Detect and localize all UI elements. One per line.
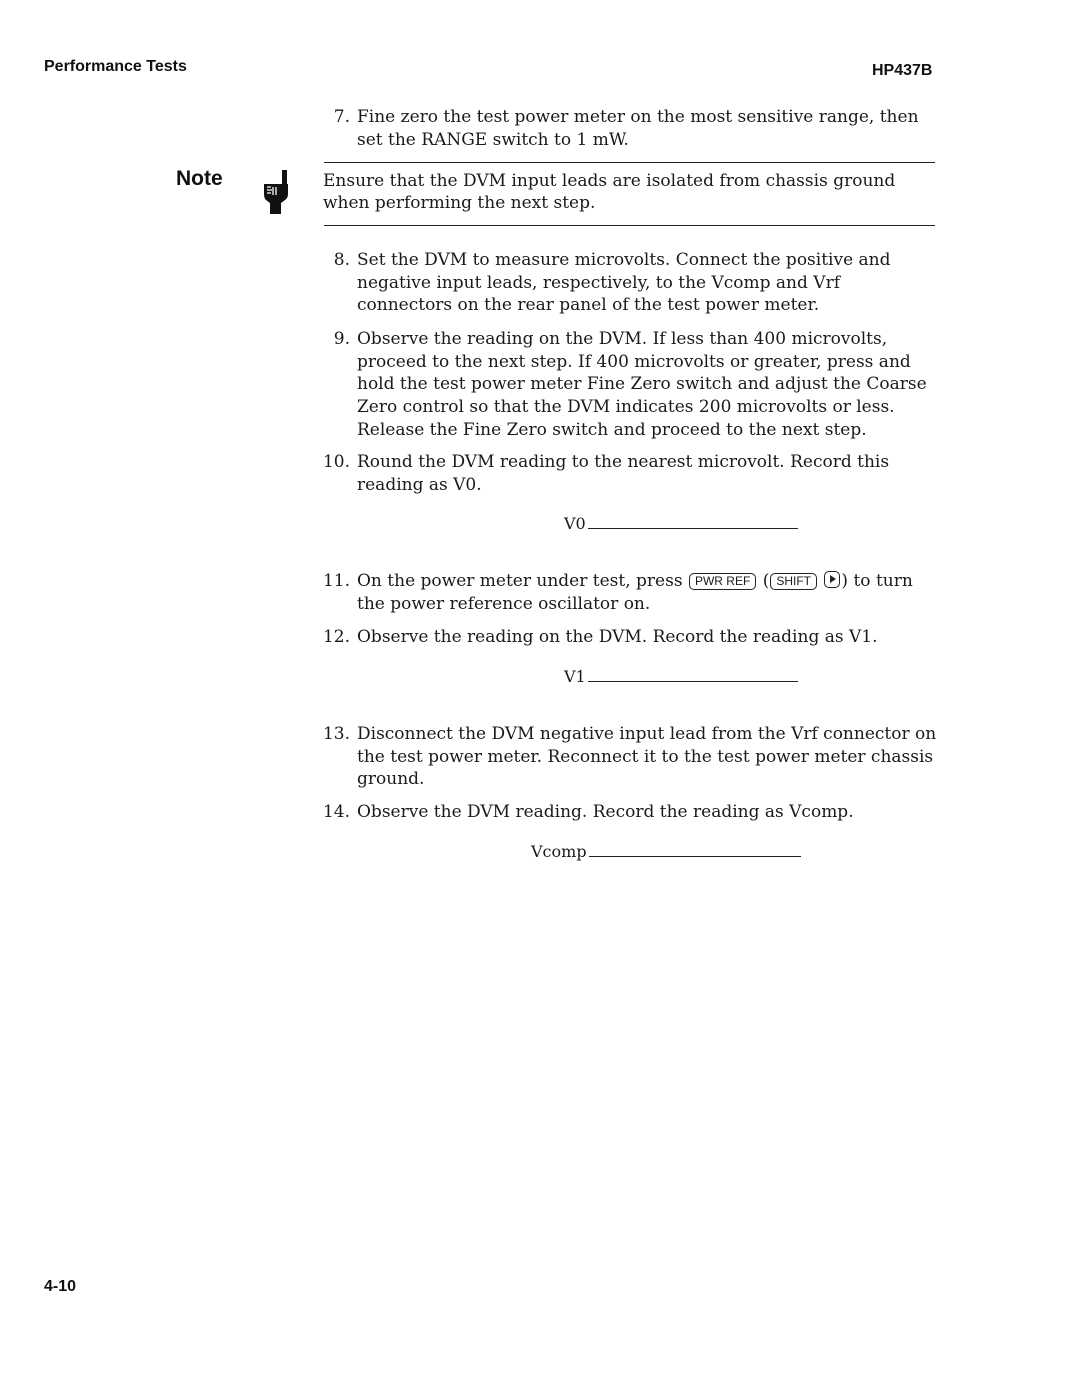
step-text-continued: to turn the power reference oscillator on. [357, 571, 913, 614]
note-rule-bottom [324, 225, 935, 226]
fill-line [589, 856, 801, 857]
step-text: Observe the DVM reading. Record the reading as Vcomp. [357, 802, 854, 822]
pwr-ref-key: PWR REF [689, 573, 756, 590]
section-title: Performance Tests [44, 58, 187, 75]
step-8 [322, 249, 938, 317]
step-number: 14. [322, 802, 350, 822]
page-number: 4-10 [44, 1278, 77, 1295]
step-number: 9. [333, 329, 350, 349]
step-13 [322, 723, 938, 791]
vcomp-record-field [531, 842, 801, 861]
step-11: 11. On the power meter under test, press PWR REF ( SHIFT ) to turn the power reference oscillator on. [322, 570, 938, 615]
v1-record-field [564, 667, 798, 686]
v0-record-field [564, 514, 798, 533]
pointing-hand-icon [258, 170, 292, 214]
step-number: 8. [333, 250, 350, 270]
step-number: 11. [322, 571, 350, 591]
step-10 [322, 451, 938, 496]
step-number: 13. [322, 724, 350, 744]
shift-key: SHIFT [770, 573, 817, 590]
step-number: 10. [322, 452, 350, 472]
model-number: HP437B [872, 62, 933, 79]
step-number: 12. [322, 627, 350, 647]
step-text: Disconnect the DVM negative input lead from the Vrf connector on the test power meter. Reconnect it to the test power meter chassis ground. [357, 724, 937, 790]
step-text: Observe the reading on the DVM. Record the reading as V1. [357, 627, 878, 647]
step-9 [322, 328, 938, 442]
field-label: V1 [564, 667, 586, 686]
note-rule-top [324, 162, 935, 163]
step-text: Fine zero the test power meter on the most sensitive range, then set the RANGE switch to 1 mW. [357, 107, 919, 150]
fill-line [588, 681, 798, 682]
step-text: Round the DVM reading to the nearest microvolt. Record this reading as V0. [357, 452, 890, 495]
step-12 [322, 626, 938, 649]
step-14 [322, 801, 938, 824]
note-label: Note [176, 167, 223, 190]
step-7 [322, 106, 938, 151]
step-number: 7. [333, 107, 350, 127]
fill-line [588, 528, 798, 529]
field-label: V0 [564, 514, 586, 533]
note-text: Ensure that the DVM input leads are isolated from chassis ground when performing the next step. [323, 171, 896, 213]
step-text: On the power meter under test, press [357, 571, 683, 591]
field-label: Vcomp [531, 842, 587, 861]
right-arrow-key-icon [824, 571, 840, 588]
step-text: Observe the reading on the DVM. If less than 400 microvolts, proceed to the next step. If 400 microvolts or greater, press and hold the test power meter Fine Zero switch and adjust the Coarse Zero control so that the DVM indicates 200 microvolts or less. Release the Fine Zero switch and proceed to the next step. [357, 329, 927, 440]
step-text: Set the DVM to measure microvolts. Connect the positive and negative input leads, respectively, to the Vcomp and Vrf connectors on the rear panel of the test power meter. [357, 250, 891, 316]
